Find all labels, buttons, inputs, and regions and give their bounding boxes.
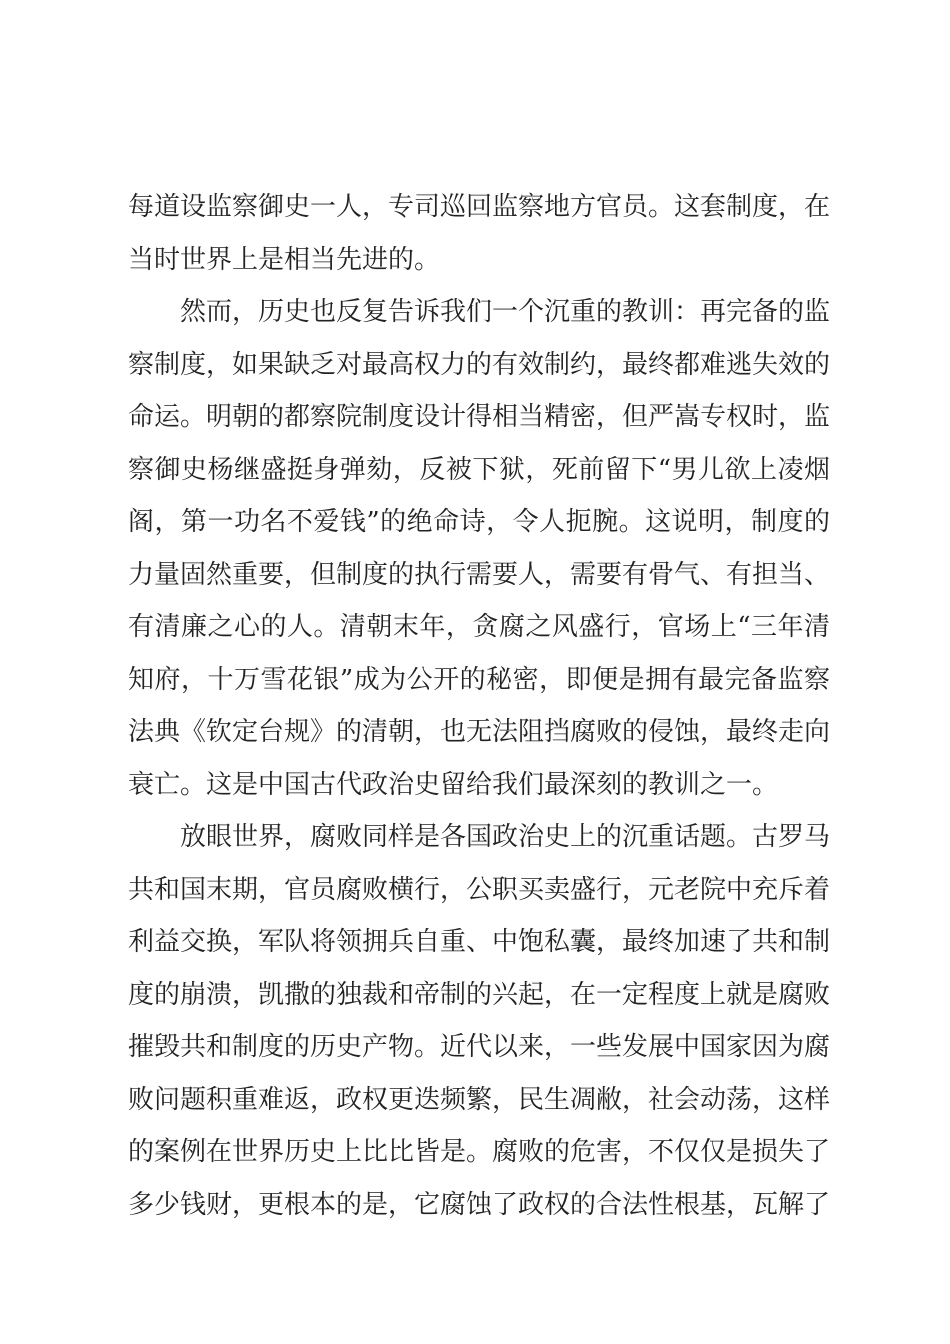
text-line: 力量固然重要，但制度的执行需要人，需要有骨气、有担当、 (128, 559, 831, 590)
text-line: 多少钱财，更根本的是，它腐蚀了政权的合法性根基，瓦解了 (128, 1189, 831, 1220)
text-line: 阁，第一功名不爱钱”的绝命诗，令人扼腕。这说明，制度的 (128, 507, 830, 537)
text-line: 有清廉之心的人。清朝末年，贪腐之风盛行，官场上“三年清 (128, 612, 830, 642)
text-line: 共和国末期，官员腐败横行，公职买卖盛行，元老院中充斥着 (128, 874, 831, 905)
text-line: 察制度，如果缺乏对最高权力的有效制约，最终都难逃失效的 (128, 349, 831, 380)
text-line: 的案例在世界历史上比比皆是。腐败的危害，不仅仅是损失了 (128, 1137, 831, 1167)
paragraph-start-line: 然而，历史也反复告诉我们一个沉重的教训：再完备的监 (180, 297, 831, 327)
text-line: 利益交换，军队将领拥兵自重、中饱私囊，最终加速了共和制 (128, 927, 831, 957)
text-line: 命运。明朝的都察院制度设计得相当精密，但严嵩专权时，监 (128, 402, 831, 432)
text-line: 察御史杨继盛挺身弹劾，反被下狱，死前留下“男儿欲上凌烟 (128, 454, 830, 485)
text-line: 知府，十万雪花银”成为公开的秘密，即便是拥有最完备监察 (128, 664, 830, 695)
text-line: 度的崩溃，凯撒的独裁和帝制的兴起，在一定程度上就是腐败 (128, 979, 831, 1010)
text-line: 衰亡。这是中国古代政治史留给我们最深刻的教训之一。 (128, 769, 779, 800)
text-line: 败问题积重难返，政权更迭频繁，民生凋敝，社会动荡，这样 (128, 1084, 831, 1115)
text-line: 每道设监察御史一人，专司巡回监察地方官员。这套制度，在 (128, 192, 831, 222)
body-text (128, 181, 830, 1231)
paragraph-start-line: 放眼世界，腐败同样是各国政治史上的沉重话题。古罗马 (180, 822, 831, 852)
text-line: 摧毁共和制度的历史产物。近代以来，一些发展中国家因为腐 (128, 1032, 831, 1062)
text-line: 当时世界上是相当先进的。 (128, 244, 441, 275)
text-line: 法典《钦定台规》的清朝，也无法阻挡腐败的侵蚀，最终走向 (128, 717, 831, 747)
